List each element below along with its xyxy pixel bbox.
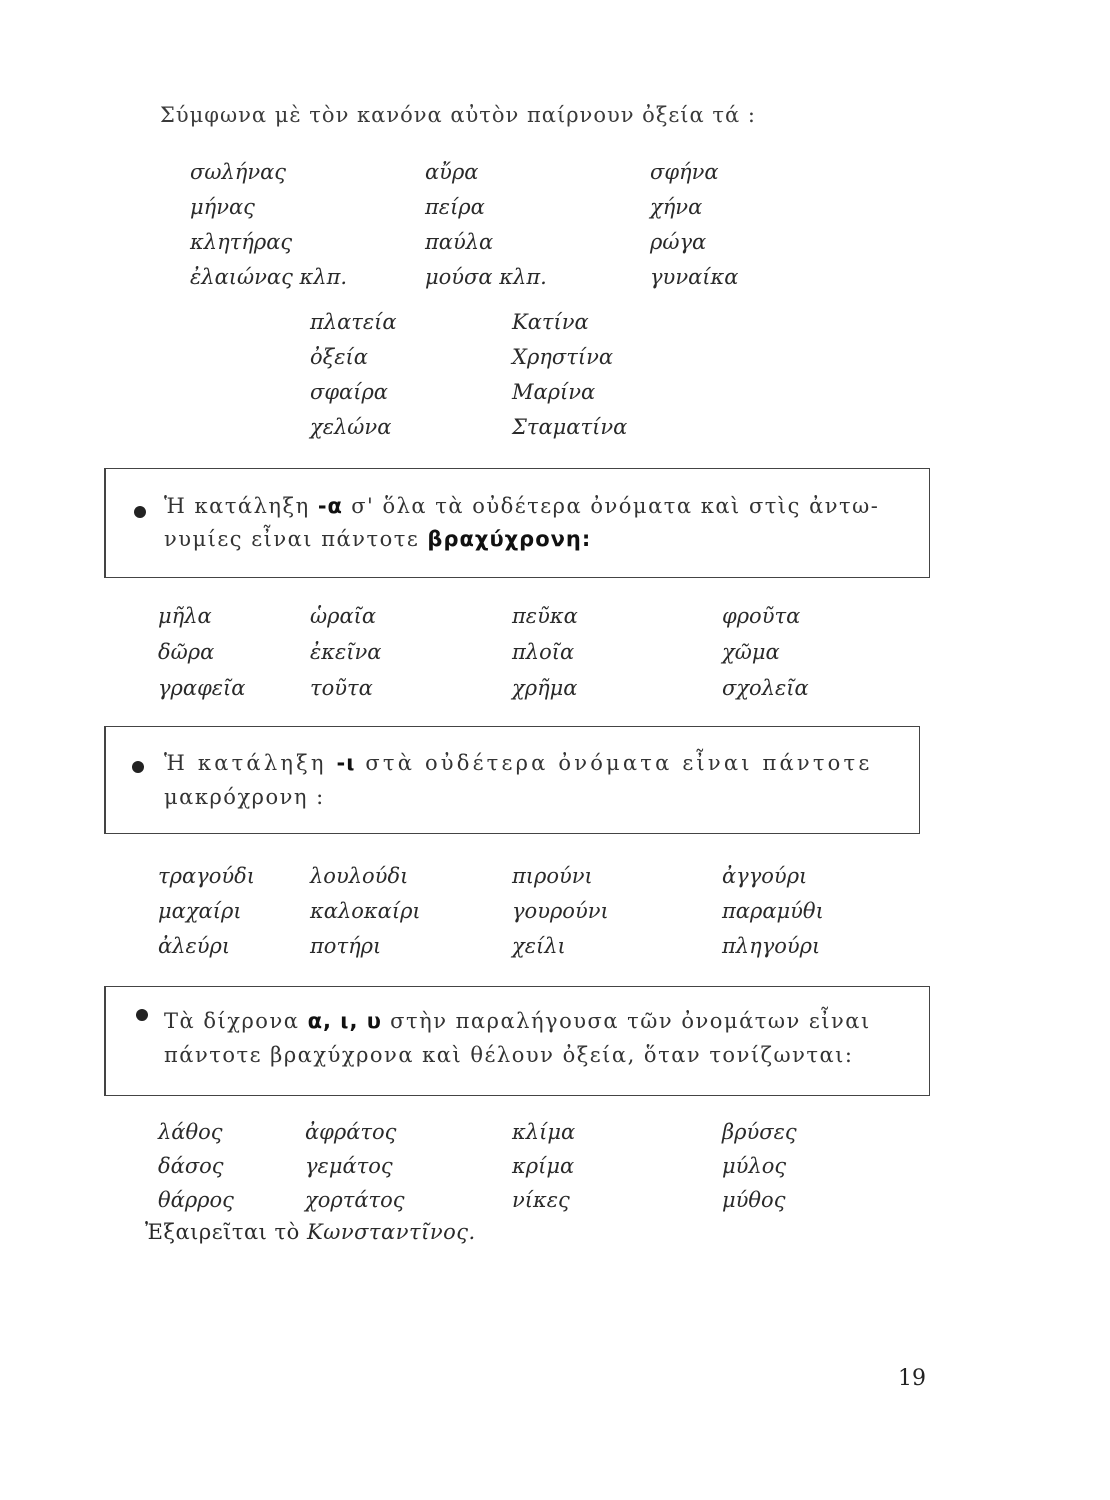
- word: μύθος: [722, 1188, 786, 1212]
- word: ἀφράτος: [305, 1120, 397, 1144]
- rule-rest: στὴν παραλήγουσα τῶν ὀνομάτων εἶναι: [390, 1009, 871, 1033]
- word: Μαρίνα: [512, 380, 596, 404]
- dichrona-letters: α, ι, υ: [307, 1009, 382, 1033]
- word: θάρρος: [158, 1188, 234, 1212]
- word: ἀλεύρι: [158, 934, 231, 958]
- rule-box-neuter-i: [104, 726, 920, 834]
- rule-text-line2: [164, 527, 591, 551]
- word: γουρούνι: [512, 899, 609, 923]
- word: τραγούδι: [158, 864, 255, 888]
- word: ρώγα: [650, 230, 707, 254]
- word: κλητήρας: [190, 230, 293, 254]
- bullet-icon: [136, 1009, 148, 1021]
- exception-line: [145, 1220, 476, 1244]
- word: ἐλαιώνας κλπ.: [190, 265, 348, 289]
- word: πληγούρι: [722, 934, 821, 958]
- word: πλατεία: [310, 310, 397, 334]
- word: Σταματίνα: [512, 415, 628, 439]
- intro-text: Σύμφωνα μὲ τὸν κανόνα αὐτὸν παίρνουν ὀξεία τά :: [160, 103, 756, 127]
- bullet-icon: [134, 506, 146, 518]
- rule-line2: νυμίες εἶναι πάντοτε: [164, 527, 420, 551]
- word: βρύσες: [722, 1120, 797, 1144]
- word: νίκες: [512, 1188, 570, 1212]
- page-number: 19: [898, 1366, 926, 1391]
- rule-box-neuter-a: [104, 468, 930, 578]
- rule-box-dichrona: [104, 986, 930, 1096]
- word: κρίμα: [512, 1154, 575, 1178]
- word: γραφεῖα: [158, 676, 246, 700]
- word: δῶρα: [158, 640, 215, 664]
- word: μούσα κλπ.: [425, 265, 547, 289]
- word: ὀξεία: [310, 345, 368, 369]
- colon: :: [581, 527, 592, 551]
- bullet-icon: [132, 761, 144, 773]
- word: λουλούδι: [310, 864, 409, 888]
- word: πλοῖα: [512, 640, 575, 664]
- word: πιρούνι: [512, 864, 593, 888]
- rule-text-line1: [164, 494, 879, 518]
- rule-line2: μακρόχρονη :: [164, 785, 325, 809]
- word: χελώνα: [310, 415, 392, 439]
- ending-i: -ι: [336, 751, 356, 775]
- word: χῶμα: [722, 640, 780, 664]
- word: αὔρα: [425, 160, 479, 184]
- word: μύλος: [722, 1154, 787, 1178]
- word: μῆλα: [158, 604, 212, 628]
- word: καλοκαίρι: [310, 899, 421, 923]
- rule-start: Τὰ δίχρονα: [164, 1009, 300, 1033]
- word: πείρα: [425, 195, 485, 219]
- word: πεῦκα: [512, 604, 578, 628]
- word: γυναίκα: [650, 265, 739, 289]
- rule-rest: στὰ οὐδέτερα ὀνόματα εἶναι πάντοτε: [365, 751, 873, 775]
- word: χρῆμα: [512, 676, 578, 700]
- word: ἐκεῖνα: [310, 640, 382, 664]
- word: ἀγγούρι: [722, 864, 808, 888]
- rule-text-line1: [164, 751, 872, 775]
- word: Κατίνα: [512, 310, 589, 334]
- exception-word: Κωνσταντῖνος.: [307, 1220, 476, 1244]
- word: ὡραῖα: [310, 604, 377, 628]
- word: χορτάτος: [305, 1188, 405, 1212]
- word: τοῦτα: [310, 676, 373, 700]
- rule-line2: πάντοτε βραχύχρονα καὶ θέλουν ὀξεία, ὅταν τονίζωνται:: [164, 1043, 854, 1067]
- rule-start: Ἡ κατάληξη: [164, 494, 310, 518]
- word: χήνα: [650, 195, 703, 219]
- word: παραμύθι: [722, 899, 824, 923]
- word: δάσος: [158, 1154, 224, 1178]
- word: σφήνα: [650, 160, 719, 184]
- rule-rest: σ' ὅλα τὰ οὐδέτερα ὀνόματα καὶ στὶς ἀντω-: [351, 494, 880, 518]
- ending-a: -α: [317, 494, 343, 518]
- word: παύλα: [425, 230, 494, 254]
- word: σωλήνας: [190, 160, 287, 184]
- rule-text-line1: [164, 1009, 871, 1033]
- rule-start: Ἡ κατάληξη: [164, 751, 327, 775]
- word: κλίμα: [512, 1120, 576, 1144]
- word: μαχαίρι: [158, 899, 242, 923]
- word: χείλι: [512, 934, 566, 958]
- word: σχολεῖα: [722, 676, 809, 700]
- exception-text: Ἐξαιρεῖται τὸ: [145, 1220, 300, 1244]
- word: σφαίρα: [310, 380, 388, 404]
- word: λάθος: [158, 1120, 223, 1144]
- highlight-short: βραχύχρονη: [427, 527, 582, 551]
- word: γεμάτος: [305, 1154, 393, 1178]
- word: Χρηστίνα: [512, 345, 614, 369]
- word: φροῦτα: [722, 604, 801, 628]
- word: μήνας: [190, 195, 255, 219]
- word: ποτήρι: [310, 934, 382, 958]
